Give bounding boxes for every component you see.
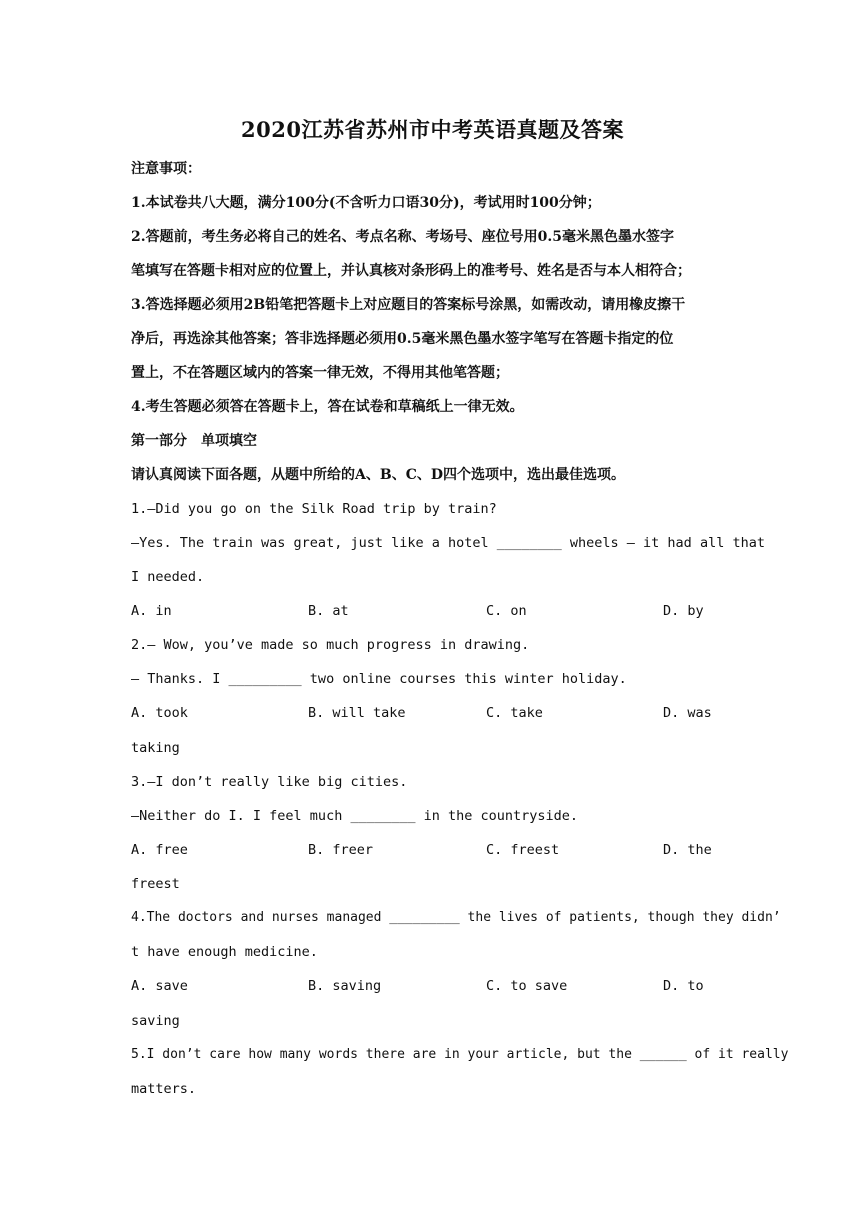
question-2-option-d: D. was (663, 705, 712, 721)
question-2-option-c: C. take (486, 705, 543, 721)
question-1-line: I needed. (131, 569, 205, 585)
question-4-option-d: D. to (663, 978, 704, 994)
question-2-line: 2.— Wow, you’ve made so much progress in drawing. (131, 637, 530, 653)
question-4-line: 4.The doctors and nurses managed _________ the lives of patients, though they didn’ (131, 910, 781, 925)
question-3-option-c: C. freest (486, 842, 560, 858)
notice-item: 笔填写在答题卡相对应的位置上，并认真核对条形码上的准考号、姓名是否与本人相符合； (131, 263, 691, 279)
question-3-option-a: A. free (131, 842, 188, 858)
section-instruction: 请认真阅读下面各题，从题中所给的A、B、C、D四个选项中，选出最佳选项。 (131, 467, 625, 483)
question-5-line: 5.I don’t care how many words there are in your article, but the ______ of it really (131, 1047, 789, 1062)
question-3-option-b: B. freer (308, 842, 374, 858)
question-2-option-a: A. took (131, 705, 188, 721)
notice-item: 1.本试卷共八大题，满分100分(不含听力口语30分)，考试用时100分钟； (131, 195, 601, 211)
question-1-option-b: B. at (308, 603, 349, 619)
question-1-line: —Yes. The train was great, just like a hotel ________ wheels — it had all that (131, 535, 765, 551)
page-title: 2020江苏省苏州市中考英语真题及答案 (241, 117, 624, 142)
question-4-option-b: B. saving (308, 978, 382, 994)
question-2-option-d-wrap: taking (131, 740, 180, 756)
question-3-option-d-wrap: freest (131, 876, 180, 892)
question-3-line: 3.—I don’t really like big cities. (131, 774, 408, 790)
question-4-option-a: A. save (131, 978, 188, 994)
question-1-option-d: D. by (663, 603, 704, 619)
notice-item: 3.答选择题必须用2B铅笔把答题卡上对应题目的答案标号涂黑，如需改动，请用橡皮擦干 (131, 297, 686, 313)
notice-item: 净后，再选涂其他答案；答非选择题必须用0.5毫米黑色墨水签字笔写在答题卡指定的位 (131, 331, 674, 347)
question-4-option-c: C. to save (486, 978, 568, 994)
question-2-line: — Thanks. I _________ two online courses this winter holiday. (131, 671, 627, 687)
question-4-line: t have enough medicine. (131, 944, 318, 960)
question-4-option-d-wrap: saving (131, 1013, 180, 1029)
notice-item: 置上，不在答题区域内的答案一律无效，不得用其他笔答题； (131, 365, 509, 381)
section-title: 第一部分 单项填空 (131, 433, 257, 449)
notice-heading: 注意事项： (131, 161, 201, 177)
notice-item: 4.考生答题必须答在答题卡上，答在试卷和草稿纸上一律无效。 (131, 399, 524, 415)
question-1-option-c: C. on (486, 603, 527, 619)
notice-item: 2.答题前，考生务必将自己的姓名、考点名称、考场号、座位号用0.5毫米黑色墨水签字 (131, 229, 674, 245)
question-5-line: matters. (131, 1081, 197, 1097)
question-1-line: 1.—Did you go on the Silk Road trip by train? (131, 501, 497, 517)
question-3-line: —Neither do I. I feel much ________ in the countryside. (131, 808, 579, 824)
question-3-option-d: D. the (663, 842, 712, 858)
question-1-option-a: A. in (131, 603, 172, 619)
question-2-option-b: B. will take (308, 705, 406, 721)
